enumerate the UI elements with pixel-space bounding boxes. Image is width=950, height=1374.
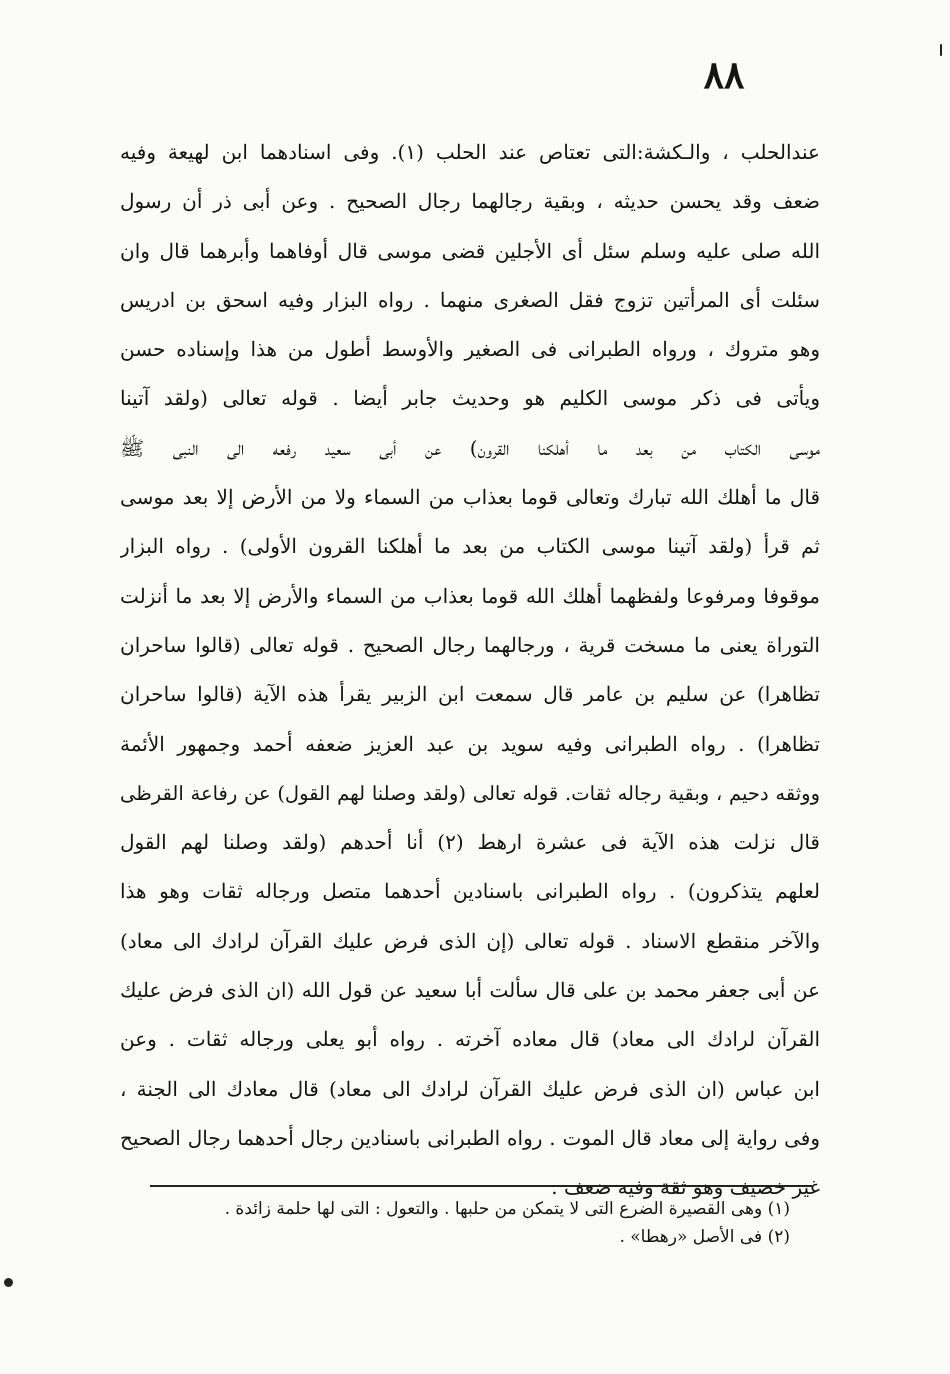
text-line: لعلهم يتذكرون) . رواه الطبرانى باسنادين أحدهما متصل ورجاله ثقات وهو هذا — [120, 879, 820, 904]
text-line: سئلت أى المرأتين تزوج فقل الصغرى منهما . رواه البزار وفيه اسحق بن ادريس — [120, 287, 820, 312]
text-line: ابن عباس (ان الذى فرض عليك القرآن لرادك الى معاد) قال معادك الى الجنة ، — [120, 1076, 820, 1101]
text-line: والآخر منقطع الاسناد . قوله تعالى (إن الذى فرض عليك القرآن لرادك الى معاد) — [120, 928, 820, 953]
text-line: تظاهرا) . رواه الطبرانى وفيه سويد بن عبد العزيز ضعفه أحمد وجمهور الأئمة — [120, 731, 820, 756]
footnotes — [150, 1195, 790, 1251]
text-line: وهو متروك ، ورواه الطبرانى فى الصغير والأوسط أطول من هذا وإسناده حسن — [120, 337, 820, 362]
text-line: ويأتى فى ذكر موسى الكليم هو وحديث جابر أيضا . قوله تعالى (ولقد آتينا — [120, 386, 820, 411]
footnote: (١) وهى القصيرة الضرع التى لا يتمكن من حلبها . والتعول : التى لها حلمة زائدة . — [224, 1199, 790, 1219]
text-line: قال ما أهلك الله تبارك وتعالى قوما بعذاب من السماء ولا من الأرض إلا بعد موسى — [120, 485, 820, 510]
text-line: غير خصيف وهو ثقة وفيه ضعف . — [551, 1175, 820, 1200]
text-line: عندالحلب ، والـكشة:التى تعتاص عند الحلب (١). وفى اسنادهما ابن لهيعة وفيه — [120, 140, 820, 164]
text-line: التوراة يعنى ما مسخت قرية ، ورجالهما رجال الصحيح . قوله تعالى (قالوا ساحران — [120, 632, 820, 657]
text-line: وفى رواية إلى معاد قال الموت . رواه الطبرانى باسنادين رجال أحدهما رجال الصحيح — [120, 1125, 820, 1150]
scan-speck — [4, 1278, 13, 1287]
text-line: عن أبى جعفر محمد بن على قال سألت أبا سعيد عن قول الله (ان الذى فرض عليك — [120, 978, 820, 1003]
body-text — [120, 128, 820, 1213]
footnote: (٢) فى الأصل «رهطا» . — [619, 1227, 790, 1247]
text-line: ثم قرأ (ولقد آتينا موسى الكتاب من بعد ما أهلكنا القرون الأولى) . رواه البزار — [120, 534, 820, 559]
page-number: ٨٨ — [703, 52, 745, 97]
scan-speck — [940, 44, 942, 56]
text-line: ووثقه دحيم ، وبقية رجاله ثقات. قوله تعالى (ولقد وصلنا لهم القول) عن رفاعة القرظى — [120, 781, 820, 805]
footnote-divider — [150, 1185, 812, 1187]
text-line: القرآن لرادك الى معاد) قال معاده آخرته . رواه أبو يعلى ورجاله ثقات . وعن — [120, 1027, 820, 1052]
text-line: الله صلى عليه وسلم سئل أى الأجلين قضى موسى قال أوفاهما وأبرهما قال وان — [120, 238, 820, 263]
text-line: موقوفا ومرفوعا ولفظهما أهلك الله قوما بعذاب من السماء والأرض إلا بعد ما أنزلت — [120, 583, 820, 608]
text-line: تظاهرا) عن سليم بن عامر قال سمعت ابن الزبير يقرأ هذه الآية (قالوا ساحران — [120, 682, 820, 707]
text-line: قال نزلت هذه الآية فى عشرة ارهط (٢) أنا أحدهم (ولقد وصلنا لهم القول — [120, 830, 820, 855]
text-line: موسى الكتاب من بعد ما أهلكنا القرون) عن أبى سعيد رفعه الى النبى ﷺ — [120, 435, 820, 460]
text-line: ضعف وقد يحسن حديثه ، وبقية رجالهما رجال الصحيح . وعن أبى ذر أن رسول — [120, 189, 820, 214]
